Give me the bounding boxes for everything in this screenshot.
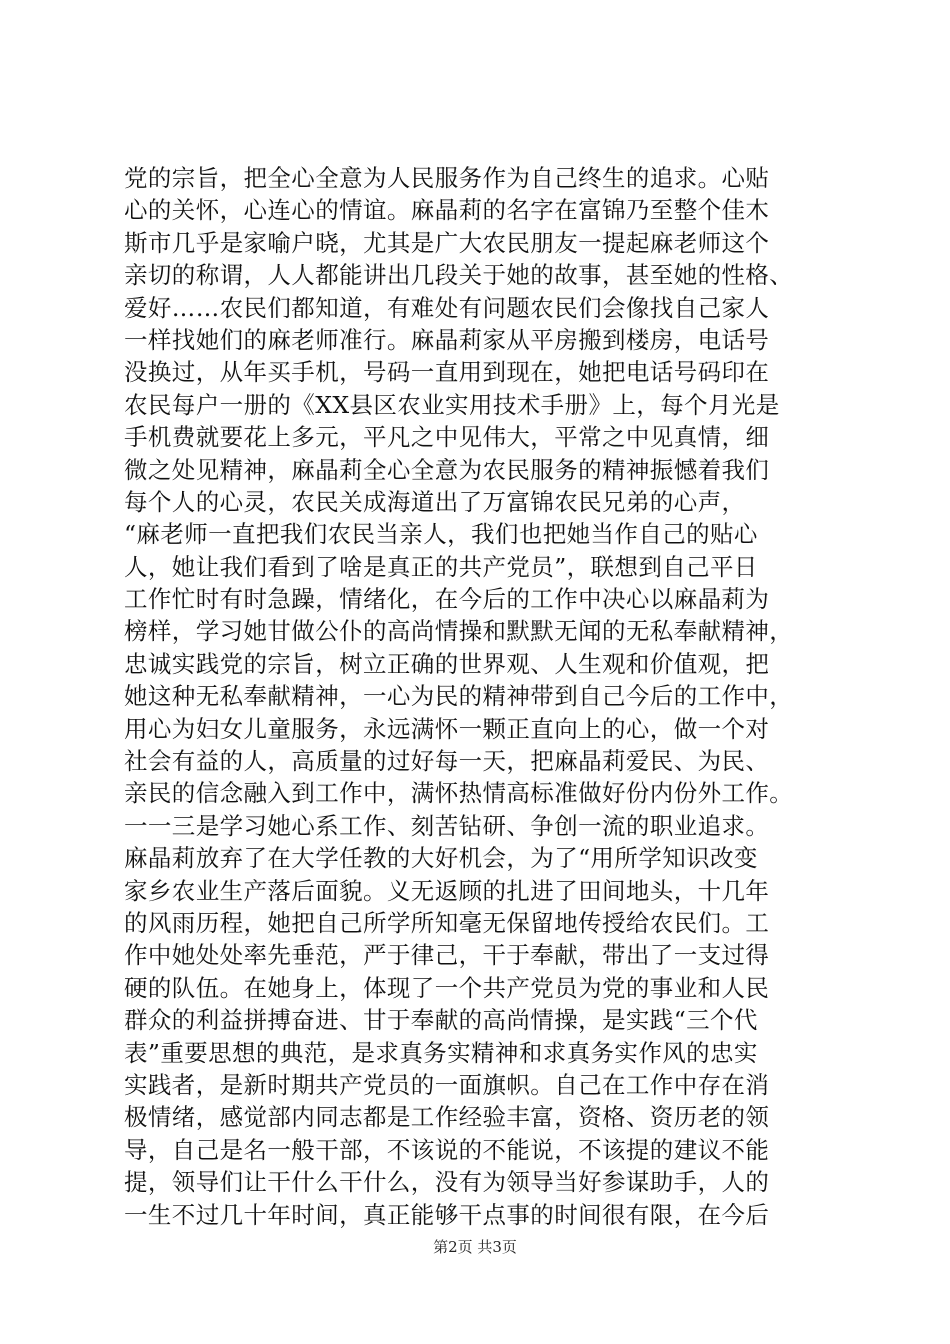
- text-line: 斯市几乎是家喻户晓，尤其是广大农民朋友一提起麻老师这个: [124, 228, 770, 257]
- text-line: 用心为妇女儿童服务，永远满怀一颗正直向上的心，做一个对: [124, 714, 770, 743]
- page-footer: [0, 1237, 950, 1257]
- text-line: 硬的队伍。在她身上，体现了一个共产党员为党的事业和人民: [124, 973, 770, 1002]
- text-line: 没换过，从年买手机，号码一直用到现在，她把电话号码印在: [124, 358, 770, 387]
- text-line: 一样找她们的麻老师准行。麻晶莉家从平房搬到楼房，电话号: [124, 325, 770, 354]
- text-line: 的风雨历程，她把自己所学所知毫无保留地传授给农民们。工: [124, 908, 770, 937]
- text-line: “麻老师一直把我们农民当亲人，我们也把她当作自己的贴心: [124, 520, 758, 549]
- text-line: 她这种无私奉献精神，一心为民的精神带到自己今后的工作中，: [124, 682, 794, 711]
- text-line: 工作忙时有时急躁，情绪化，在今后的工作中决心以麻晶莉为: [124, 585, 770, 614]
- text-line: 极情绪，感觉部内同志都是工作经验丰富，资格、资历老的领: [124, 1103, 770, 1132]
- text-line: 麻晶莉放弃了在大学任教的大好机会，为了“用所学知识改变: [124, 844, 758, 873]
- text-line: 亲切的称谓，人人都能讲出几段关于她的故事，甚至她的性格、: [124, 261, 794, 290]
- page-number: 第2页 共3页: [433, 1238, 517, 1256]
- text-line: 一一三是学习她心系工作、刻苦钻研、争创一流的职业追求。: [124, 811, 770, 840]
- text-line: 一生不过几十年时间，真正能够干点事的时间很有限，在今后: [124, 1200, 770, 1229]
- text-line: 人，她让我们看到了啥是真正的共产党员”，联想到自己平日: [124, 552, 758, 581]
- text-line: 实践者，是新时期共产党员的一面旗帜。自己在工作中存在消: [124, 1070, 770, 1099]
- text-line: 表”重要思想的典范，是求真务实精神和求真务实作风的忠实: [124, 1038, 758, 1067]
- text-line: 社会有益的人，高质量的过好每一天，把麻晶莉爱民、为民、: [124, 747, 770, 776]
- text-line: 每个人的心灵，农民关成海道出了万富锦农民兄弟的心声，: [124, 487, 746, 516]
- text-line: 心的关怀，心连心的情谊。麻晶莉的名字在富锦乃至整个佳木: [124, 196, 770, 225]
- text-line: 群众的利益拼搏奋进、甘于奉献的高尚情操，是实践“三个代: [124, 1006, 758, 1035]
- text-line: 忠诚实践党的宗旨，树立正确的世界观、人生观和价值观，把: [124, 649, 770, 678]
- text-line: 提，领导们让干什么干什么，没有为领导当好参谋助手，人的: [124, 1168, 770, 1197]
- text-line: 爱好……农民们都知道，有难处有问题农民们会像找自己家人: [124, 293, 770, 322]
- text-line: 亲民的信念融入到工作中，满怀热情高标准做好份内份外工作。: [124, 779, 794, 808]
- text-line: 党的宗旨，把全心全意为人民服务作为自己终生的追求。心贴: [124, 164, 770, 192]
- text-line: 家乡农业生产落后面貌。义无返顾的扎进了田间地头，十几年: [124, 876, 770, 905]
- text-line: 榜样，学习她甘做公仆的高尚情操和默默无闻的无私奉献精神，: [124, 617, 794, 646]
- text-line: 微之处见精神，麻晶莉全心全意为农民服务的精神振憾着我们: [124, 455, 770, 484]
- text-line: 作中她处处率先垂范，严于律己，干于奉献，带出了一支过得: [124, 941, 770, 970]
- text-line: 导，自己是名一般干部，不该说的不能说，不该提的建议不能: [124, 1135, 770, 1164]
- body-text: [124, 162, 844, 1231]
- text-line: 手机费就要花上多元，平凡之中见伟大，平常之中见真情，细: [124, 423, 770, 452]
- text-line: 农民每户一册的《XX县区农业实用技术手册》上，每个月光是: [124, 390, 780, 419]
